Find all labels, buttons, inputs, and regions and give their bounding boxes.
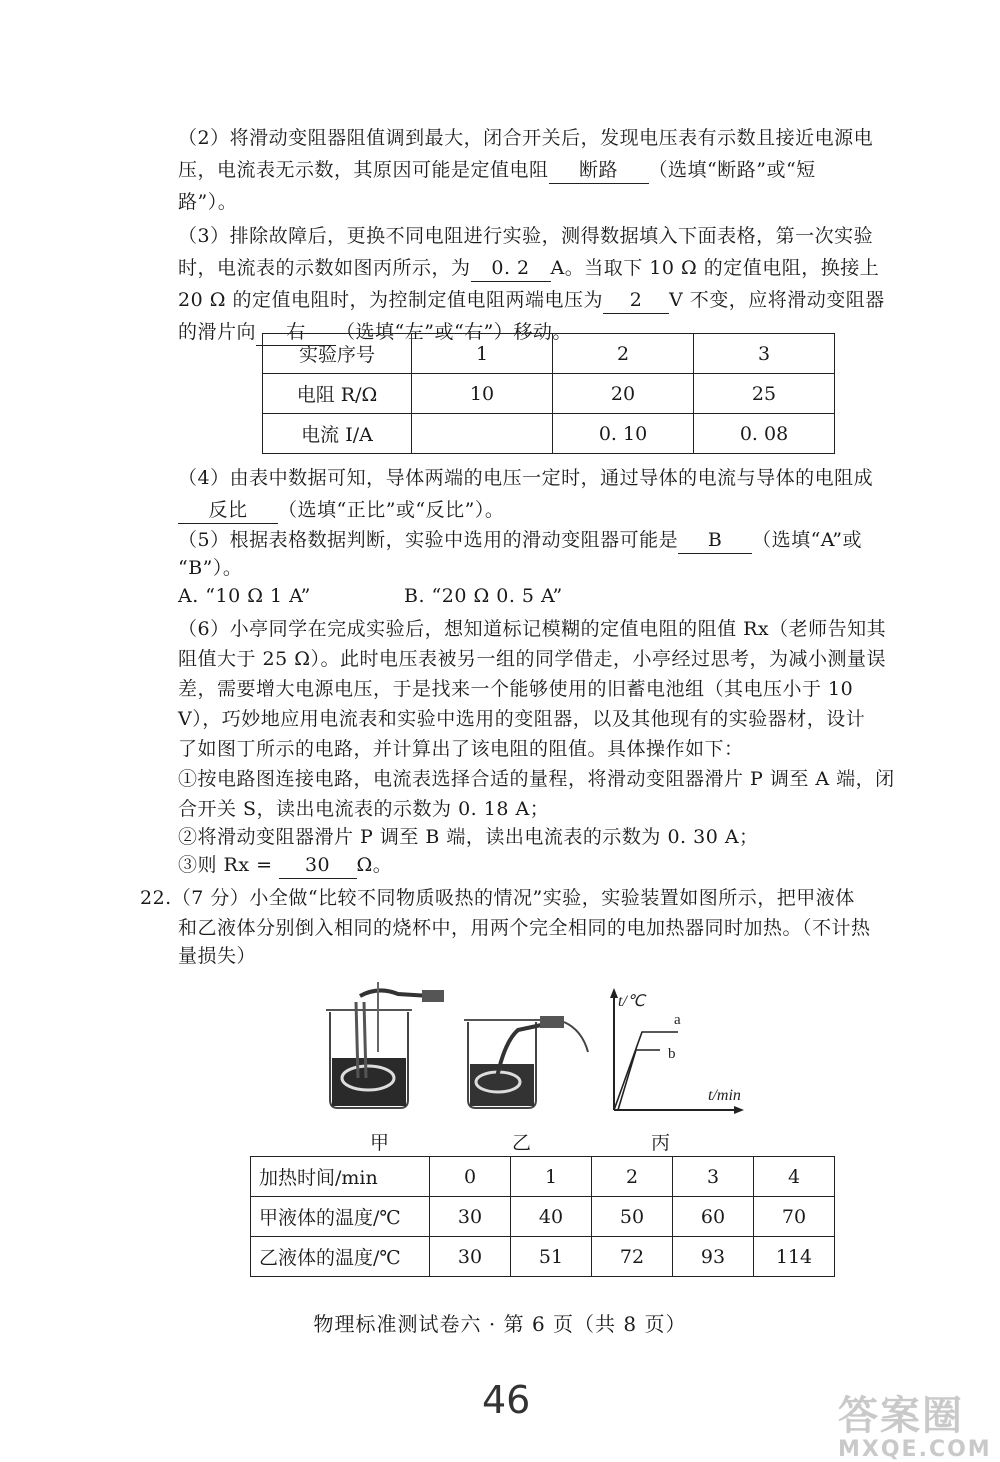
table-row [251,1237,835,1277]
table-cell: 电阻 R/Ω [263,374,412,414]
experiment-figure [318,982,758,1122]
table-cell: 72 [592,1237,673,1277]
q5-line2: “B”）。 [178,557,243,579]
table-row [263,414,835,454]
graph-line-b-label: b [668,1046,676,1062]
q3-line4: 的滑片向 右 （选填“左”或“右”）移动。 [178,319,572,346]
q4-answer: 反比 [178,497,278,524]
q6-line1: （6）小亭同学在完成实验后，想知道标记模糊的定值电阻的阻值 Rx（老师告知其 [178,618,887,640]
table-cell: 2 [592,1157,673,1197]
q4-line2: 反比 （选填“正比”或“反比”）。 [178,497,504,524]
q4-line1: （4）由表中数据可知，导体两端的电压一定时，通过导体的电流与导体的电阻成 [178,467,874,489]
q5-answer: B [678,527,752,554]
q6-step3: ③则 Rx = 30 Ω。 [178,852,392,879]
beaker-jia [326,982,444,1108]
table-cell: 0 [430,1157,511,1197]
table-cell: 3 [694,334,835,374]
watermark-logo: 答案圈 MXQE.COM [838,1393,992,1462]
table-cell: 实验序号 [263,334,412,374]
table-cell: 60 [673,1197,754,1237]
table-cell: 1 [511,1157,592,1197]
caption-yi: 乙 [512,1132,532,1154]
q3-answer-current: 0. 2 [471,255,551,282]
table-cell: 50 [592,1197,673,1237]
table-cell: 70 [754,1197,835,1237]
beaker-yi [464,1016,588,1108]
caption-jia: 甲 [370,1132,390,1154]
graph-x-label: t/min [708,1087,741,1104]
page-footer: 物理标准测试卷六 · 第 6 页（共 8 页） [313,1312,687,1336]
table-row [263,334,835,374]
q5-option-a: A. “10 Ω 1 A” [178,585,311,607]
table-row [251,1197,835,1237]
q5-option-b: B. “20 Ω 0. 5 A” [404,585,563,607]
temperature-table [250,1156,835,1277]
q2-answer: 断路 [549,157,649,184]
table-cell: 4 [754,1157,835,1197]
graph-y-label: t/℃ [618,993,645,1010]
q6-step1a: ①按电路图连接电路，电流表选择合适的量程，将滑动变阻器滑片 P 调至 A 端，闭 [178,768,895,790]
table-cell: 电流 I/A [263,414,412,454]
table-cell: 25 [694,374,835,414]
q2-line2: 压，电流表无示数，其原因可能是定值电阻 断路 （选填“断路”或“短 [178,157,816,184]
table-cell: 114 [754,1237,835,1277]
table-cell: 2 [553,334,694,374]
table-cell: 0. 08 [694,414,835,454]
q2-line1: （2）将滑动变阻器阻值调到最大，闭合开关后，发现电压表有示数且接近电源电 [178,127,874,149]
q6-line5: 了如图丁所示的电路，并计算出了该电阻的阻值。具体操作如下： [178,738,744,760]
q3-line1: （3）排除故障后，更换不同电阻进行实验，测得数据填入下面表格，第一次实验 [178,225,874,247]
table-cell [412,414,553,454]
table-cell: 3 [673,1157,754,1197]
q3-line3: 20 Ω 的定值电阻时，为控制定值电阻两端电压为 2 V 不变，应将滑动变阻器 [178,287,885,314]
table-cell: 51 [511,1237,592,1277]
q3-answer-voltage: 2 [603,287,669,314]
q3-line2: 时，电流表的示数如图丙所示，为 0. 2 A。当取下 10 Ω 的定值电阻，换接上 [178,255,879,282]
table-cell: 乙液体的温度/℃ [251,1237,430,1277]
q22-line3: 量损失） [178,945,257,967]
table-cell: 20 [553,374,694,414]
table-cell: 30 [430,1237,511,1277]
table-cell: 93 [673,1237,754,1277]
q2-line3: 路”）。 [178,191,238,213]
caption-bing: 丙 [651,1132,671,1154]
graph-line-a-label: a [674,1012,681,1028]
q6-line3: 差，需要增大电源电压，于是找来一个能够使用的旧蓄电池组（其电压小于 10 [178,678,854,700]
table-row [251,1157,835,1197]
resistance-table [262,333,835,454]
q22-line2: 和乙液体分别倒入相同的烧杯中，用两个完全相同的电加热器同时加热。（不计热 [178,917,871,939]
table-cell: 0. 10 [553,414,694,454]
q3-answer-direction: 右 [256,319,336,346]
q5-line1: （5）根据表格数据判断，实验中选用的滑动变阻器可能是 B （选填“A”或 [178,527,862,554]
q22-line1: 22.（7 分）小全做“比较不同物质吸热的情况”实验，实验装置如图所示，把甲液体 [140,887,855,909]
table-cell: 40 [511,1197,592,1237]
table-cell: 1 [412,334,553,374]
q6-line4: V），巧妙地应用电流表和实验中选用的变阻器，以及其他现有的实验器材，设计 [178,708,866,730]
handwritten-page-number: 46 [482,1378,531,1422]
table-cell: 加热时间/min [251,1157,430,1197]
table-cell: 30 [430,1197,511,1237]
table-row [263,374,835,414]
q6-answer: 30 [279,852,357,879]
table-cell: 10 [412,374,553,414]
q6-step1b: 合开关 S，读出电流表的示数为 0. 18 A； [178,798,550,820]
table-cell: 甲液体的温度/℃ [251,1197,430,1237]
q6-line2: 阻值大于 25 Ω）。此时电压表被另一组的同学借走，小亭经过思考，为减小测量误 [178,648,887,670]
q6-step2: ②将滑动变阻器滑片 P 调至 B 端，读出电流表的示数为 0. 30 A； [178,826,759,848]
